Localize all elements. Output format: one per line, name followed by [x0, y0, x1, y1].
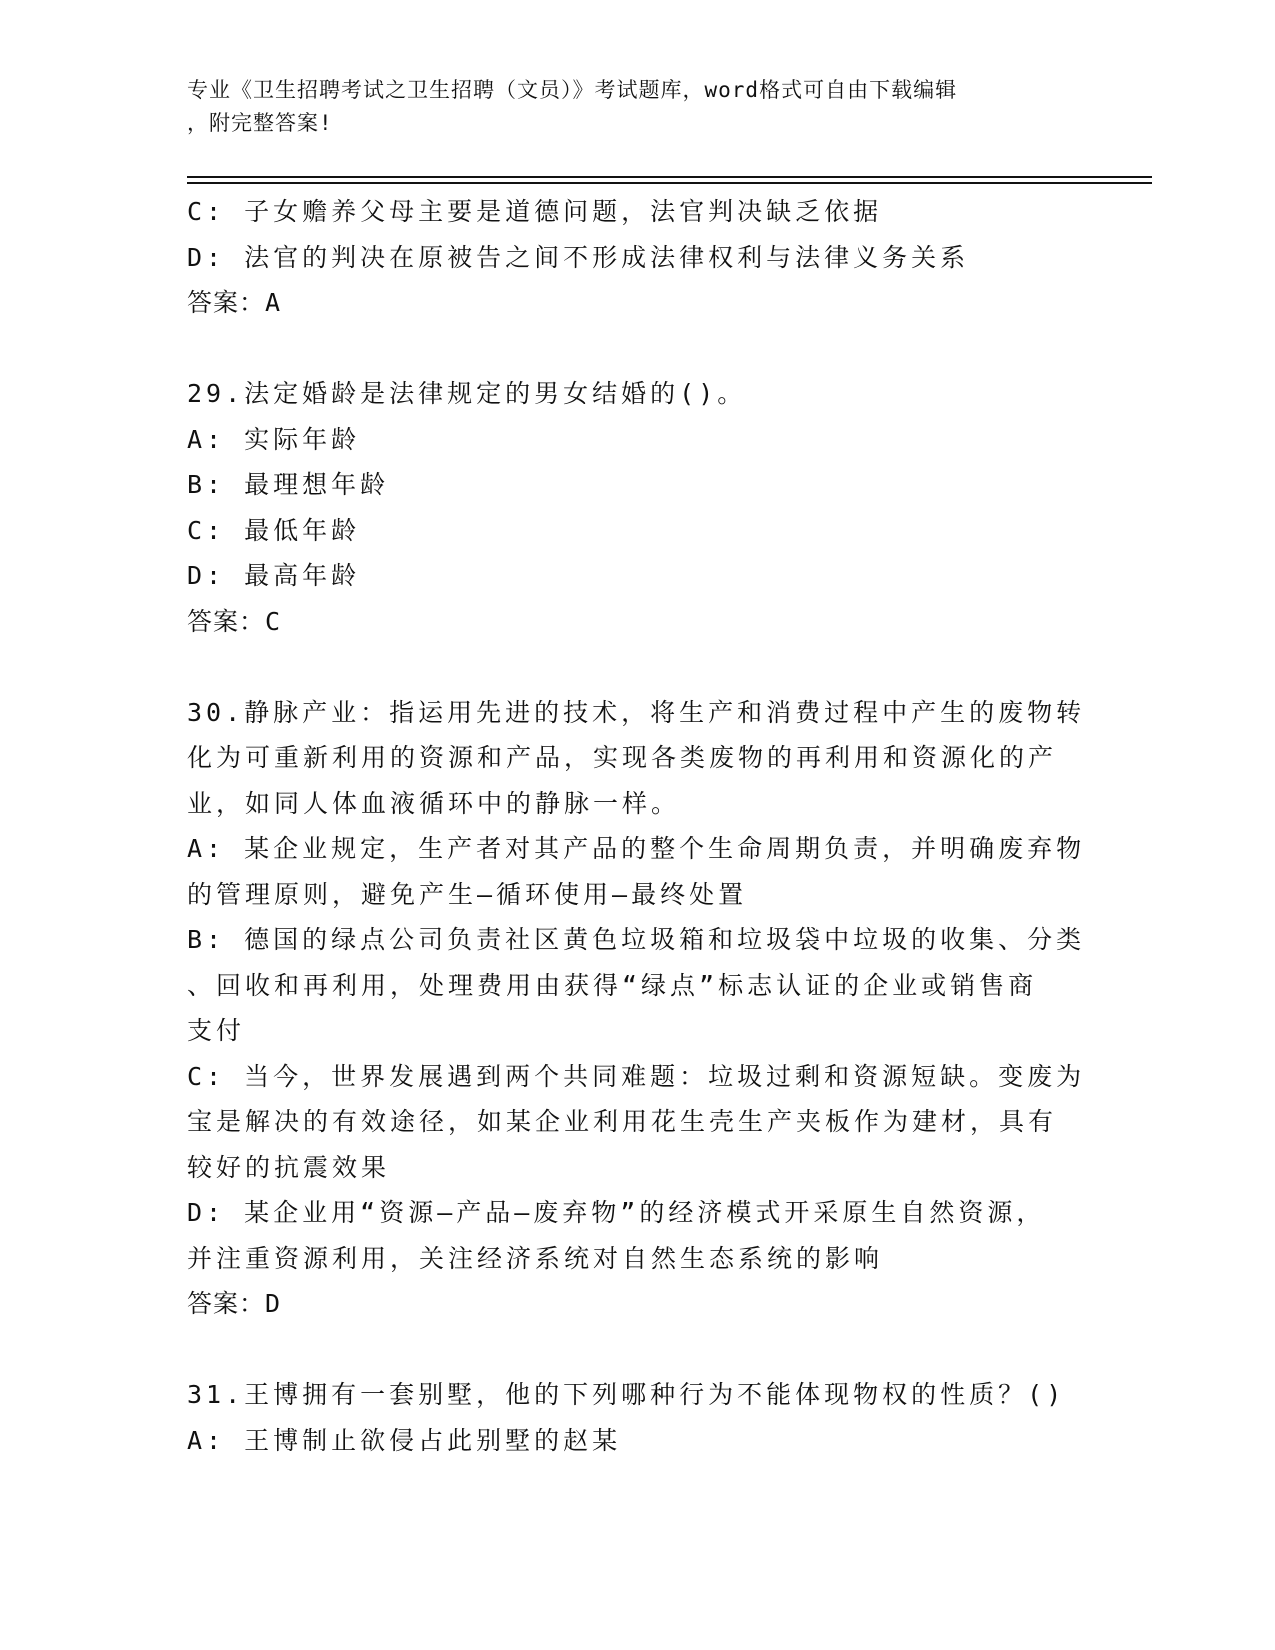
option-b-q30-line: B: 德国的绿点公司负责社区黄色垃圾箱和垃圾袋中垃圾的收集、分类 [187, 925, 1086, 954]
option-a-q29: A: 实际年龄 [187, 424, 361, 454]
option-b-q30-line: 、回收和再利用，处理费用由获得“绿点”标志认证的企业或销售商 [187, 970, 1038, 1000]
option-c-q30-line: 较好的抗震效果 [187, 1152, 391, 1182]
option-b-q29: B: 最理想年龄 [187, 470, 390, 499]
question-30-stem-line: 化为可重新利用的资源和产品，实现各类废物的再利用和资源化的产 [187, 743, 1058, 772]
spacer [187, 1327, 1087, 1373]
header-rule-bottom [187, 182, 1152, 184]
option-a-q31: A: 王博制止欲侵占此别墅的赵某 [187, 1425, 622, 1455]
spacer [187, 326, 1087, 372]
answer-q29: 答案：C [187, 606, 282, 636]
option-a-q30-line: A: 某企业规定，生产者对其产品的整个生命周期负责，并明确废弃物 [187, 834, 1086, 863]
option-b-q30-line: 支付 [187, 1016, 246, 1045]
answer-q30: 答案：D [187, 1289, 282, 1318]
option-a-q30-line: 的管理原则，避免产生—循环使用—最终处置 [187, 879, 748, 909]
option-d-q29: D: 最高年龄 [187, 561, 361, 590]
option-d-q30-line: 并注重资源利用，关注经济系统对自然生态系统的影响 [187, 1243, 884, 1273]
spacer [187, 644, 1087, 690]
document-header [187, 74, 1067, 140]
option-c-q28: C: 子女赡养父母主要是道德问题，法官判决缺乏依据 [187, 197, 883, 226]
option-c-q30-line: 宝是解决的有效途径，如某企业利用花生壳生产夹板作为建材，具有 [187, 1107, 1058, 1136]
answer-q28: 答案：A [187, 288, 282, 317]
option-c-q30-line: C: 当今，世界发展遇到两个共同难题：垃圾过剩和资源短缺。变废为 [187, 1061, 1086, 1091]
header-rule-top [187, 176, 1152, 178]
header-line-1: 专业《卫生招聘考试之卫生招聘（文员）》考试题库，word格式可自由下载编辑 [187, 78, 958, 102]
header-line-2: ，附完整答案! [187, 111, 333, 135]
question-29-stem: 29.法定婚龄是法律规定的男女结婚的()。 [187, 379, 747, 408]
question-content [187, 189, 1087, 1463]
option-d-q30-line: D: 某企业用“资源—产品—废弃物”的经济模式开采原生自然资源， [187, 1198, 1046, 1227]
option-d-q28: D: 法官的判决在原被告之间不形成法律权利与法律义务关系 [187, 242, 970, 272]
question-31-stem: 31.王博拥有一套别墅，他的下列哪种行为不能体现物权的性质？() [187, 1380, 1066, 1409]
option-c-q29: C: 最低年龄 [187, 515, 361, 545]
question-30-stem-line: 30.静脉产业：指运用先进的技术，将生产和消费过程中产生的废物转 [187, 697, 1086, 727]
question-30-stem-line: 业，如同人体血液循环中的静脉一样。 [187, 788, 681, 818]
